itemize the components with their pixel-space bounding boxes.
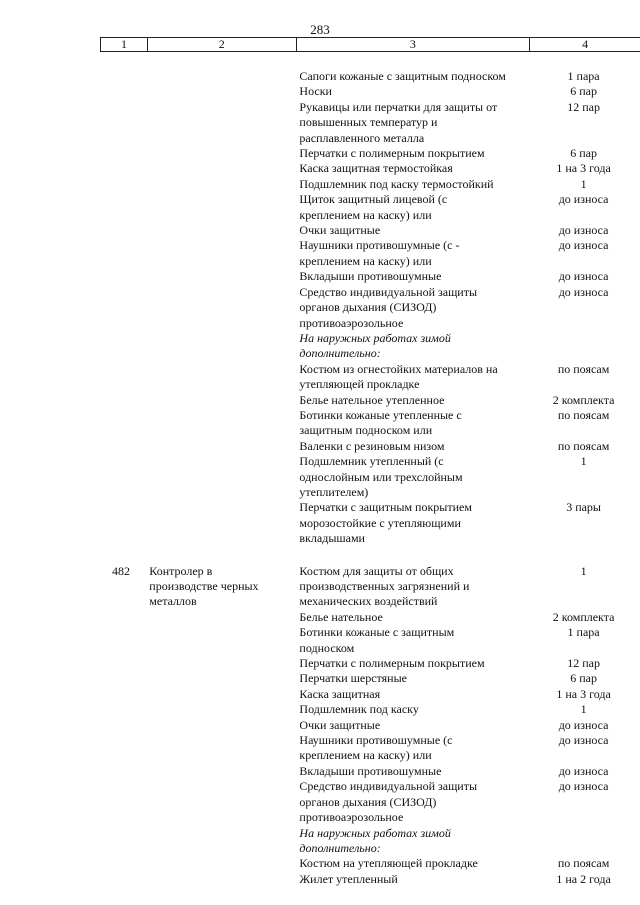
profession-name [149, 223, 296, 238]
entry-number [0, 687, 149, 702]
entry-number [0, 393, 149, 408]
profession-name [149, 362, 296, 393]
table-header [100, 37, 640, 52]
table-row [0, 779, 640, 825]
table-row [0, 625, 640, 656]
table-row [0, 408, 640, 439]
table-row [0, 671, 640, 686]
ppe-item: Подшлемник утепленный (с однослойным или трехслойным утеплителем) [299, 454, 463, 499]
profession-name [149, 393, 296, 408]
profession-name [149, 100, 296, 146]
ppe-quantity: по поясам [557, 438, 610, 453]
table-row [0, 439, 640, 454]
ppe-quantity: 1 на 3 года [556, 161, 611, 176]
ppe-item: Вкладыши противошумные [299, 269, 442, 284]
entry-number [0, 362, 149, 393]
entry-number [0, 671, 149, 686]
ppe-item: Каска защитная термостойкая [299, 161, 453, 176]
ppe-quantity: до износа [558, 717, 609, 732]
profession-name [149, 269, 296, 284]
ppe-item: Перчатки с полимерным покрытием [299, 656, 485, 671]
entry-number [0, 702, 149, 717]
entry-number [0, 872, 149, 887]
table-row [0, 238, 640, 269]
entry-number [0, 625, 149, 656]
ppe-quantity [517, 331, 640, 362]
ppe-quantity [517, 826, 640, 857]
ppe-quantity: 1 пара [567, 69, 600, 83]
entry-number [0, 718, 149, 733]
ppe-quantity: по поясам [557, 361, 610, 376]
profession-name [149, 500, 296, 546]
profession-name [149, 192, 296, 223]
profession-name [149, 687, 296, 702]
entry-number [0, 177, 149, 192]
entry-number [0, 146, 149, 161]
ppe-item: Перчатки шерстяные [299, 671, 407, 686]
ppe-quantity: 1 на 3 года [556, 686, 611, 701]
ppe-item: Жилет утепленный [299, 871, 398, 886]
ppe-item: Рукавицы или перчатки для защиты от повышенных температур и расплавленного металла [299, 99, 498, 145]
ppe-item: Вкладыши противошумные [299, 763, 442, 778]
table-row [0, 872, 640, 887]
table-row [0, 177, 640, 192]
ppe-quantity: 2 комплекта [552, 392, 615, 407]
entry-number [0, 656, 149, 671]
profession-name: Контролер в производстве черных металлов [149, 563, 259, 609]
ppe-item: Средство индивидуальной защиты органов дыхания (СИЗОД) противоаэрозольное [299, 779, 478, 825]
profession-name [149, 146, 296, 161]
ppe-quantity: 6 пар [570, 84, 597, 99]
ppe-item: Ботинки кожаные утепленные с защитным подноском или [299, 407, 462, 438]
ppe-quantity: 1 на 2 года [556, 871, 611, 886]
ppe-item: Белье нательное утепленное [299, 392, 445, 407]
table-row [0, 84, 640, 99]
ppe-item: Наушники противошумные (с - креплением на каску) или [299, 238, 460, 268]
profession-name [149, 872, 296, 887]
entry-number [0, 779, 149, 825]
section-note: На наружных работах зимой дополнительно: [299, 825, 451, 855]
entry-number [0, 100, 149, 146]
ppe-item: Носки [299, 84, 332, 99]
profession-name [149, 826, 296, 857]
ppe-item: Ботинки кожаные с защитным подноском [299, 625, 455, 655]
table-row [0, 161, 640, 176]
entry-number [0, 733, 149, 764]
table-row [0, 733, 640, 764]
ppe-item: Средство индивидуальной защиты органов дыхания (СИЗОД) противоаэрозольное [299, 284, 478, 330]
ppe-item: Белье нательное [299, 609, 383, 624]
entry-number [0, 500, 149, 546]
ppe-item: Подшлемник под каску термостойкий [299, 176, 494, 191]
entry-number [0, 269, 149, 284]
table-row [0, 146, 640, 161]
ppe-quantity: 1 пара [567, 625, 600, 640]
ppe-item: Валенки с резиновым низом [299, 438, 445, 453]
ppe-item: Каска защитная [299, 686, 381, 701]
ppe-item: Щиток защитный лицевой (с креплением на каску) или [299, 192, 448, 222]
ppe-quantity: 12 пар [567, 99, 600, 114]
ppe-quantity: до износа [558, 269, 609, 284]
entry-number [0, 69, 149, 84]
entry-number [0, 84, 149, 99]
ppe-item: Костюм из огнестойких материалов на утепляющей прокладке [299, 361, 498, 392]
entry-number [0, 161, 149, 176]
table-row [0, 331, 640, 362]
header-col-3: 3 [297, 38, 531, 51]
ppe-item: Очки защитные [299, 223, 381, 238]
ppe-item: Очки защитные [299, 717, 381, 732]
entry-number [0, 856, 149, 871]
table-body [0, 69, 640, 887]
profession-name [149, 439, 296, 454]
table-row [0, 718, 640, 733]
ppe-quantity: 1 [580, 454, 587, 469]
table-row [0, 656, 640, 671]
profession-name [149, 718, 296, 733]
entry-number [0, 454, 149, 500]
ppe-quantity: 1 [580, 563, 587, 578]
ppe-quantity: по поясам [557, 407, 610, 422]
profession-name [149, 408, 296, 439]
entry-number [0, 285, 149, 331]
entry-number: 482 [112, 563, 130, 578]
ppe-quantity: до износа [558, 192, 609, 207]
profession-name [149, 625, 296, 656]
table-row [0, 500, 640, 546]
page-number: 283 [310, 22, 330, 37]
profession-name [149, 671, 296, 686]
profession-name [149, 69, 296, 84]
profession-name [149, 177, 296, 192]
entry-number [0, 439, 149, 454]
table-row [0, 856, 640, 871]
table-row [0, 826, 640, 857]
profession-name [149, 733, 296, 764]
table-row [0, 192, 640, 223]
ppe-quantity: до износа [558, 779, 609, 794]
ppe-quantity: до износа [558, 238, 609, 253]
profession-name [149, 779, 296, 825]
table-row [0, 702, 640, 717]
ppe-quantity: 6 пар [570, 671, 597, 686]
profession-name [149, 656, 296, 671]
entry-number [0, 331, 149, 362]
ppe-quantity: 12 пар [567, 656, 600, 671]
profession-name [149, 161, 296, 176]
header-col-2: 2 [148, 38, 297, 51]
profession-name [149, 331, 296, 362]
profession-name [149, 285, 296, 331]
ppe-item: Подшлемник под каску [299, 702, 419, 717]
profession-name [149, 610, 296, 625]
entry-number [0, 610, 149, 625]
header-col-4: 4 [582, 37, 589, 51]
ppe-item: Перчатки с полимерным покрытием [299, 146, 485, 161]
entry-number [0, 238, 149, 269]
table-row [0, 454, 640, 500]
table-row [0, 764, 640, 779]
ppe-quantity: 1 [580, 176, 587, 191]
table-row [0, 687, 640, 702]
ppe-quantity: 3 пары [566, 500, 601, 515]
ppe-quantity: по поясам [557, 856, 610, 871]
table-row [0, 362, 640, 393]
ppe-quantity: до износа [558, 763, 609, 778]
ppe-quantity: 6 пар [570, 146, 597, 161]
profession-name [149, 764, 296, 779]
table-row [0, 223, 640, 238]
ppe-item: Костюм на утепляющей прокладке [299, 856, 478, 871]
profession-name [149, 84, 296, 99]
profession-name [149, 702, 296, 717]
profession-name [149, 238, 296, 269]
table-row [0, 610, 640, 625]
entry-number [0, 192, 149, 223]
section-note: На наружных работах зимой дополнительно: [299, 330, 451, 361]
entry-number [0, 408, 149, 439]
ppe-quantity: до износа [558, 223, 609, 238]
table-row [0, 269, 640, 284]
ppe-quantity: до износа [558, 284, 609, 299]
profession-name [149, 454, 296, 500]
table-row [0, 69, 640, 84]
ppe-quantity: 2 комплекта [552, 609, 615, 624]
entry-number [0, 764, 149, 779]
header-col-1: 1 [101, 38, 148, 51]
ppe-item: Перчатки с защитным покрытием морозостойкие с утепляющими вкладышами [299, 500, 472, 546]
ppe-quantity: до износа [558, 733, 609, 748]
profession-name [149, 856, 296, 871]
ppe-item: Наушники противошумные (с креплением на каску) или [299, 733, 453, 763]
ppe-item: Сапоги кожаные с защитным подноском [299, 69, 506, 83]
ppe-item: Костюм для защиты от общих производственных загрязнений и механических воздействий [299, 563, 470, 609]
row-gap [0, 547, 640, 564]
ppe-quantity: 1 [580, 702, 587, 717]
table-row [0, 285, 640, 331]
table-row [0, 393, 640, 408]
entry-number [0, 223, 149, 238]
table-row [0, 564, 640, 610]
entry-number [0, 826, 149, 857]
table-row [0, 100, 640, 146]
